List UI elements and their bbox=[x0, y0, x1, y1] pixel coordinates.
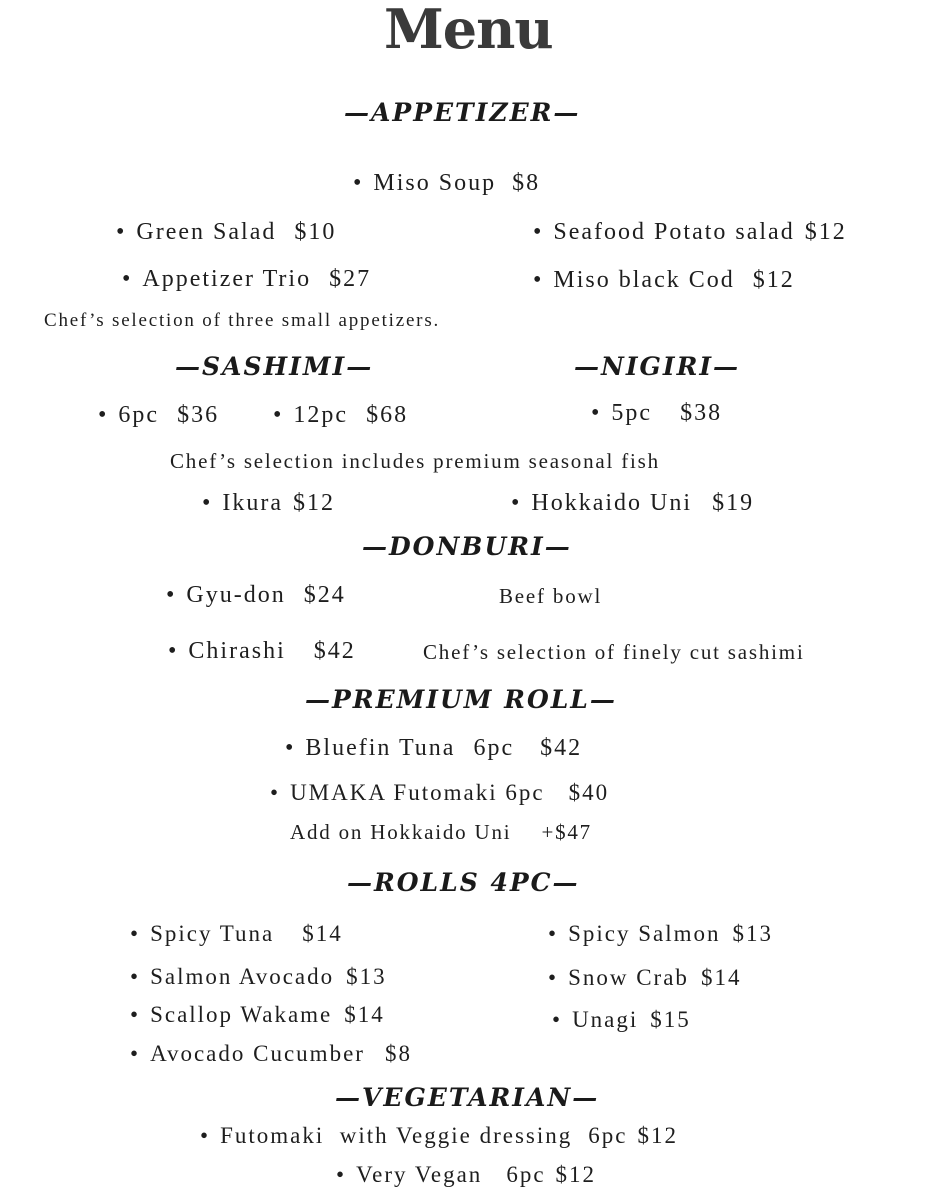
section-heading-rolls-4pc: —ROLLS 4PC— bbox=[347, 868, 580, 897]
item-name: Appetizer Trio bbox=[142, 266, 312, 292]
add-on-hokkaido-uni bbox=[290, 822, 592, 843]
bullet-icon: • bbox=[591, 400, 602, 426]
bullet-icon: • bbox=[130, 964, 141, 989]
section-heading-appetizer: —APPETIZER— bbox=[344, 98, 581, 127]
menu-item-sashimi-12pc bbox=[273, 403, 408, 427]
item-price: $13 bbox=[732, 921, 773, 946]
item-name: Miso black Cod bbox=[553, 267, 735, 293]
bullet-icon: • bbox=[533, 267, 544, 293]
menu-item-gyu-don bbox=[166, 583, 346, 607]
appetizer-trio-description: Chef’s selection of three small appetizers. bbox=[44, 310, 441, 331]
chirashi-description: Chef’s selection of finely cut sashimi bbox=[423, 640, 805, 664]
page-title: Menu bbox=[384, 0, 553, 61]
item-price: $13 bbox=[346, 964, 387, 989]
menu-item-ikura bbox=[202, 491, 335, 515]
item-price: $24 bbox=[303, 582, 346, 608]
bullet-icon: • bbox=[168, 638, 179, 664]
menu-item-unagi bbox=[552, 1008, 691, 1031]
menu-item-hokkaido-uni bbox=[511, 491, 754, 515]
item-price: $12 bbox=[804, 219, 847, 245]
item-price: $38 bbox=[680, 400, 723, 426]
item-name: Add on Hokkaido Uni bbox=[290, 820, 512, 844]
item-price: $36 bbox=[177, 402, 220, 428]
item-name: Very Vegan bbox=[356, 1162, 483, 1187]
menu-item-very-vegan bbox=[336, 1163, 596, 1186]
item-name: Green Salad bbox=[136, 219, 277, 245]
menu-item-futomaki-veggie bbox=[200, 1124, 678, 1147]
bullet-icon: • bbox=[270, 780, 281, 805]
item-name: Spicy Salmon bbox=[568, 921, 721, 946]
item-price: $12 bbox=[293, 490, 336, 516]
item-price: $10 bbox=[294, 219, 337, 245]
item-name: Hokkaido Uni bbox=[531, 490, 693, 516]
menu-item-nigiri-5pc bbox=[591, 401, 722, 425]
item-price: $19 bbox=[712, 490, 755, 516]
bullet-icon: • bbox=[116, 219, 127, 245]
item-price: $14 bbox=[344, 1002, 385, 1027]
item-price: $8 bbox=[512, 170, 541, 196]
menu-item-umaka-futomaki bbox=[270, 781, 609, 804]
menu-item-seafood-potato-salad bbox=[533, 220, 847, 244]
item-quantity: 6pc bbox=[473, 735, 515, 761]
menu-item-avocado-cucumber bbox=[130, 1042, 412, 1065]
bullet-icon: • bbox=[202, 490, 213, 516]
item-name: Avocado Cucumber bbox=[150, 1041, 365, 1066]
item-price: $68 bbox=[366, 402, 409, 428]
item-price: $12 bbox=[752, 267, 795, 293]
item-price: $15 bbox=[650, 1007, 691, 1032]
bullet-icon: • bbox=[130, 1002, 141, 1027]
item-name: Bluefin Tuna bbox=[305, 735, 456, 761]
bullet-icon: • bbox=[353, 170, 364, 196]
item-name: 5pc bbox=[611, 400, 653, 426]
bullet-icon: • bbox=[130, 1041, 141, 1066]
menu-item-appetizer-trio bbox=[122, 267, 371, 291]
bullet-icon: • bbox=[548, 965, 559, 990]
menu-item-spicy-tuna bbox=[130, 922, 343, 945]
bullet-icon: • bbox=[511, 490, 522, 516]
bullet-icon: • bbox=[166, 582, 177, 608]
menu-item-chirashi bbox=[168, 639, 356, 663]
item-name: 12pc bbox=[293, 402, 349, 428]
item-name: Chirashi bbox=[188, 638, 286, 664]
item-price: $14 bbox=[700, 965, 742, 990]
menu-item-salmon-avocado bbox=[130, 965, 387, 988]
section-heading-vegetarian: —VEGETARIAN— bbox=[335, 1083, 600, 1112]
item-name: Scallop Wakame bbox=[150, 1002, 333, 1027]
item-name: Snow Crab bbox=[568, 965, 689, 990]
item-name: Salmon Avocado bbox=[150, 964, 335, 989]
item-price: $12 bbox=[637, 1123, 678, 1148]
menu-item-green-salad bbox=[116, 220, 336, 244]
item-price: $40 bbox=[568, 780, 610, 805]
item-name: Seafood Potato salad bbox=[553, 219, 795, 245]
bullet-icon: • bbox=[336, 1162, 347, 1187]
item-price: +$47 bbox=[541, 820, 592, 844]
bullet-icon: • bbox=[273, 402, 284, 428]
bullet-icon: • bbox=[552, 1007, 563, 1032]
item-price: $42 bbox=[540, 735, 583, 761]
bullet-icon: • bbox=[130, 921, 141, 946]
item-name: Ikura bbox=[222, 490, 284, 516]
item-name: 6pc bbox=[118, 402, 160, 428]
item-price: $14 bbox=[302, 921, 343, 946]
menu-item-spicy-salmon bbox=[548, 922, 773, 945]
menu-item-bluefin-tuna bbox=[285, 736, 582, 760]
bullet-icon: • bbox=[533, 219, 544, 245]
bullet-icon: • bbox=[98, 402, 109, 428]
menu-item-miso-soup bbox=[353, 171, 540, 195]
bullet-icon: • bbox=[285, 735, 296, 761]
bullet-icon: • bbox=[122, 266, 133, 292]
item-price: $12 bbox=[555, 1162, 597, 1187]
item-name: Spicy Tuna bbox=[150, 921, 275, 946]
section-heading-sashimi: —SASHIMI— bbox=[175, 352, 374, 381]
item-quantity: 6pc bbox=[506, 1162, 546, 1187]
menu-item-scallop-wakame bbox=[130, 1003, 385, 1026]
bullet-icon: • bbox=[548, 921, 559, 946]
item-price: $42 bbox=[313, 638, 356, 664]
menu-item-snow-crab bbox=[548, 966, 741, 989]
item-quantity: 6pc bbox=[588, 1123, 628, 1148]
item-name: Futomaki with Veggie dressing bbox=[220, 1123, 573, 1148]
item-name: Miso Soup bbox=[373, 170, 497, 196]
item-name: Unagi bbox=[572, 1007, 639, 1032]
section-heading-nigiri: —NIGIRI— bbox=[574, 352, 741, 381]
section-heading-donburi: —DONBURI— bbox=[362, 532, 572, 561]
item-name: UMAKA Futomaki 6pc bbox=[290, 780, 545, 805]
seasonal-fish-note: Chef’s selection includes premium seasonal fish bbox=[170, 449, 660, 473]
bullet-icon: • bbox=[200, 1123, 211, 1148]
section-heading-premium-roll: —PREMIUM ROLL— bbox=[305, 685, 617, 714]
gyu-don-description: Beef bowl bbox=[499, 584, 603, 608]
menu-item-miso-black-cod bbox=[533, 268, 795, 292]
item-name: Gyu-don bbox=[186, 582, 286, 608]
item-price: $8 bbox=[384, 1041, 412, 1066]
menu-item-sashimi-6pc bbox=[98, 403, 219, 427]
item-price: $27 bbox=[329, 266, 372, 292]
